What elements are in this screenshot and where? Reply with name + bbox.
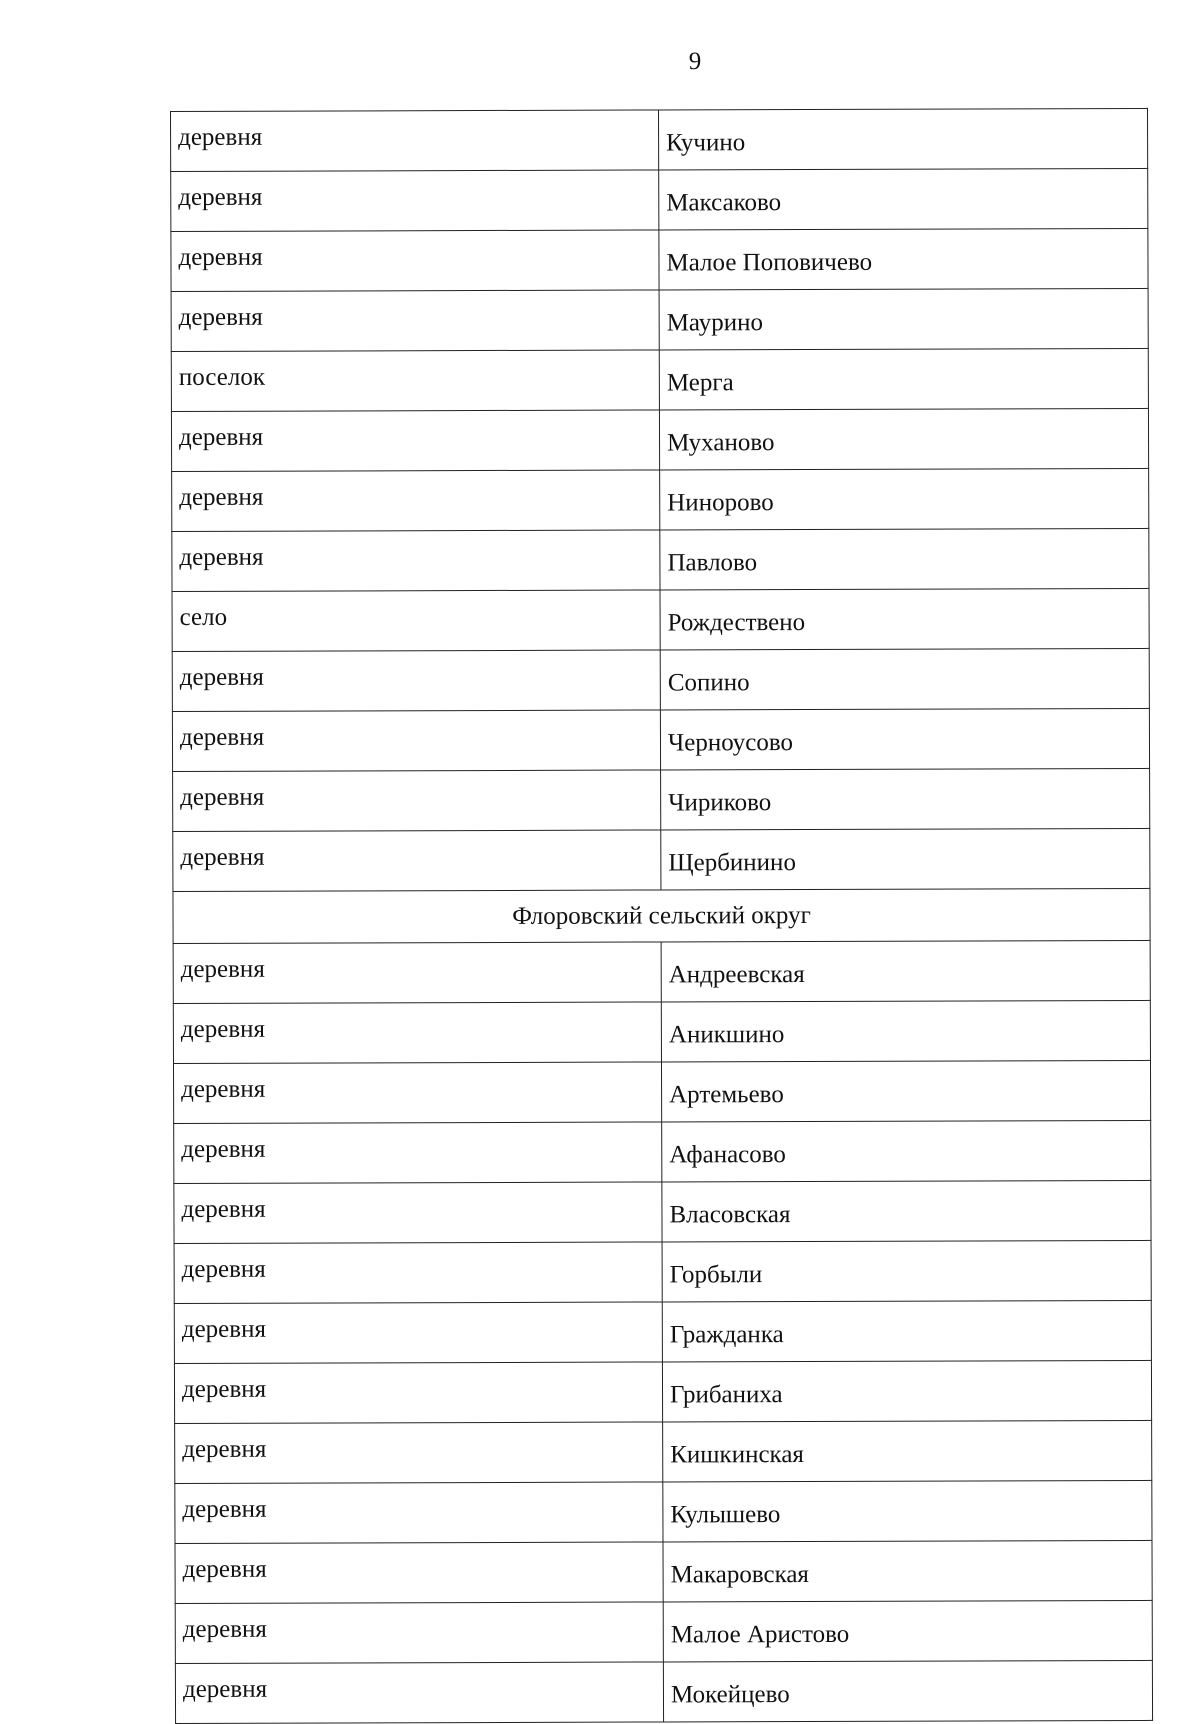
table-row [175, 1600, 1152, 1663]
settlement-name-cell: Малое Поповичево [659, 228, 1148, 290]
settlement-type-cell: деревня [173, 1062, 661, 1124]
table-row [171, 288, 1148, 351]
settlement-name-cell: Кучино [658, 108, 1147, 170]
settlement-type-cell: деревня [174, 1122, 662, 1184]
page-number: 9 [688, 48, 702, 75]
settlement-name-cell: Нинорово [660, 468, 1149, 530]
settlement-name-cell: Гражданка [662, 1300, 1151, 1362]
settlement-name-cell: Афанасово [662, 1120, 1151, 1182]
settlement-type-cell: деревня [172, 710, 660, 772]
table-row [174, 1240, 1151, 1303]
settlement-type-cell: деревня [172, 470, 660, 532]
settlement-name-cell: Грибаниха [662, 1360, 1151, 1422]
settlement-type-cell: деревня [175, 1602, 663, 1664]
settlement-type-cell: деревня [173, 770, 661, 832]
settlement-type-cell: деревня [174, 1182, 662, 1244]
table-row [173, 1060, 1150, 1123]
settlement-name-cell: Сопино [660, 648, 1149, 710]
table-row [174, 1300, 1151, 1363]
settlement-name-cell: Муханово [659, 408, 1148, 470]
section-header-row [173, 888, 1150, 943]
settlement-type-cell: деревня [173, 1002, 661, 1064]
settlement-type-cell: деревня [171, 110, 659, 172]
settlement-type-cell: деревня [171, 410, 659, 472]
settlement-type-cell: деревня [175, 1482, 663, 1544]
table-row [174, 1120, 1151, 1183]
settlement-type-cell: деревня [175, 1542, 663, 1604]
table-row [172, 708, 1149, 771]
settlement-name-cell: Щербинино [661, 828, 1150, 890]
settlement-type-cell: деревня [175, 1422, 663, 1484]
table-row [171, 168, 1148, 231]
table-row [174, 1180, 1151, 1243]
table-row [173, 940, 1150, 1003]
settlement-type-cell: деревня [173, 942, 661, 1004]
settlement-name-cell: Максаково [659, 168, 1148, 230]
settlement-name-cell: Чириково [661, 768, 1150, 830]
section-title: Флоровский сельский округ [173, 888, 1150, 943]
table-row [171, 408, 1148, 471]
settlement-name-cell: Кулышево [663, 1480, 1152, 1542]
settlement-name-cell: Мерга [659, 348, 1148, 410]
settlements-table [170, 108, 1153, 1724]
table-row [173, 828, 1150, 891]
settlements-table-body [171, 108, 1153, 1723]
table-row [175, 1540, 1152, 1603]
settlement-name-cell: Мокейцево [663, 1660, 1152, 1722]
settlement-name-cell: Павлово [660, 528, 1149, 590]
settlement-type-cell: деревня [172, 650, 660, 712]
settlement-name-cell: Рождествено [660, 588, 1149, 650]
settlement-type-cell: поселок [171, 350, 659, 412]
settlement-type-cell: деревня [171, 170, 659, 232]
table-row [175, 1480, 1152, 1543]
settlement-name-cell: Горбыли [662, 1240, 1151, 1302]
settlement-name-cell: Макаровская [663, 1540, 1152, 1602]
settlement-name-cell: Артемьево [661, 1060, 1150, 1122]
settlement-name-cell: Кишкинская [663, 1420, 1152, 1482]
settlement-type-cell: деревня [173, 830, 661, 892]
settlement-type-cell: деревня [171, 230, 659, 292]
settlement-type-cell: деревня [172, 530, 660, 592]
table-row [172, 468, 1149, 531]
settlement-name-cell: Андреевская [661, 940, 1150, 1002]
settlement-type-cell: деревня [174, 1242, 662, 1304]
table-row [175, 1420, 1152, 1483]
settlement-name-cell: Малое Аристово [663, 1600, 1152, 1662]
table-row [171, 348, 1148, 411]
settlement-name-cell: Аникшино [661, 1000, 1150, 1062]
table-row [173, 768, 1150, 831]
table-row [174, 1360, 1151, 1423]
settlement-name-cell: Маурино [659, 288, 1148, 350]
settlement-type-cell: деревня [175, 1662, 663, 1724]
table-row [172, 528, 1149, 591]
table-row [172, 588, 1149, 651]
settlement-type-cell: деревня [174, 1362, 662, 1424]
table-row [173, 1000, 1150, 1063]
settlement-name-cell: Черноусово [660, 708, 1149, 770]
table-row [172, 648, 1149, 711]
table-row [171, 108, 1148, 171]
table-row [175, 1660, 1152, 1723]
settlement-type-cell: деревня [171, 290, 659, 352]
settlement-type-cell: село [172, 590, 660, 652]
settlement-type-cell: деревня [174, 1302, 662, 1364]
table-row [171, 228, 1148, 291]
settlement-name-cell: Власовская [662, 1180, 1151, 1242]
